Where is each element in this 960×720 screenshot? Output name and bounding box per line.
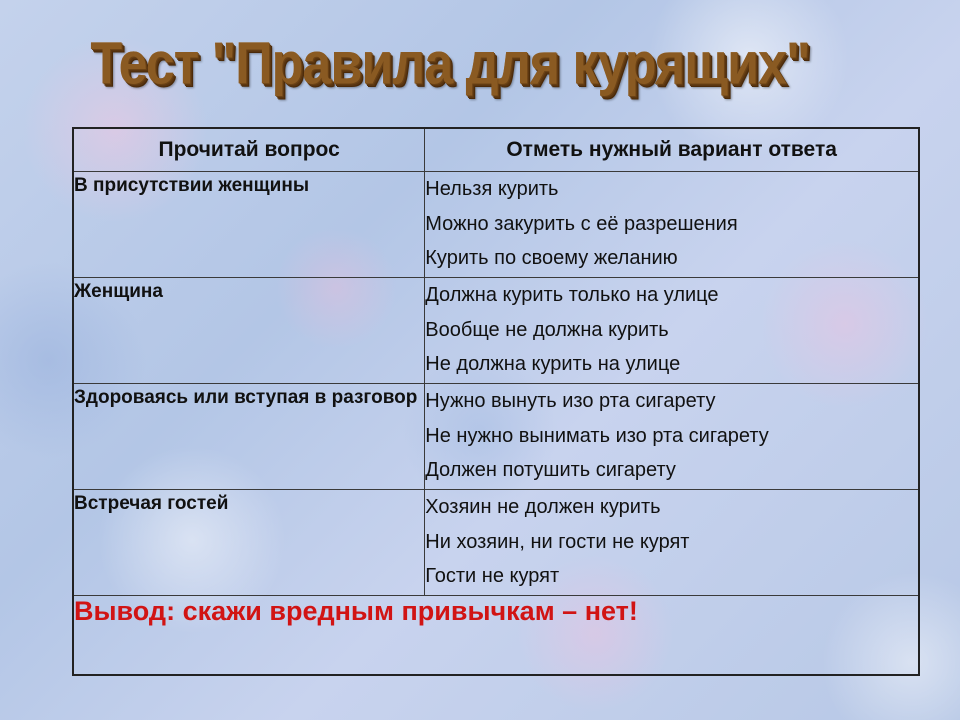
question-cell: Встречая гостей <box>73 490 425 596</box>
table-row <box>73 172 919 278</box>
question-cell: В присутствии женщины <box>73 172 425 278</box>
answer-option[interactable]: Можно закурить с её разрешения <box>425 212 738 235</box>
answers-cell <box>425 172 919 278</box>
slide-title <box>0 30 900 99</box>
answers-cell <box>425 278 919 384</box>
question-cell: Женщина <box>73 278 425 384</box>
answers-cell <box>425 490 919 596</box>
answer-option[interactable]: Нужно вынуть изо рта сигарету <box>425 390 716 412</box>
answer-option[interactable]: Должен потушить сигарету <box>425 459 676 481</box>
conclusion-text: Вывод: скажи вредным привычкам – нет! <box>73 596 919 676</box>
quiz-table <box>72 127 920 676</box>
answer-option[interactable]: Курить по своему желанию <box>425 247 678 269</box>
answer-option[interactable]: Не нужно вынимать изо рта сигарету <box>425 424 769 447</box>
answer-option[interactable]: Не должна курить на улице <box>425 353 681 375</box>
answers-cell <box>425 384 919 490</box>
question-cell: Здороваясь или вступая в разговор <box>73 384 425 490</box>
table-row <box>73 278 919 384</box>
answer-option[interactable]: Гости не курят <box>425 565 560 587</box>
answer-option[interactable]: Должна курить только на улице <box>425 284 719 306</box>
answer-option[interactable]: Вообще не должна курить <box>425 318 669 341</box>
answer-option[interactable]: Ни хозяин, ни гости не курят <box>425 530 690 553</box>
conclusion-row <box>73 596 919 676</box>
header-answer: Отметь нужный вариант ответа <box>425 128 919 172</box>
table-row <box>73 490 919 596</box>
slide-title-text: Тест "Правила для курящих" <box>90 30 810 98</box>
table-row <box>73 384 919 490</box>
answer-option[interactable]: Хозяин не должен курить <box>425 496 661 518</box>
answer-option[interactable]: Нельзя курить <box>425 178 559 200</box>
table-header-row <box>73 128 919 172</box>
header-question: Прочитай вопрос <box>73 128 425 172</box>
